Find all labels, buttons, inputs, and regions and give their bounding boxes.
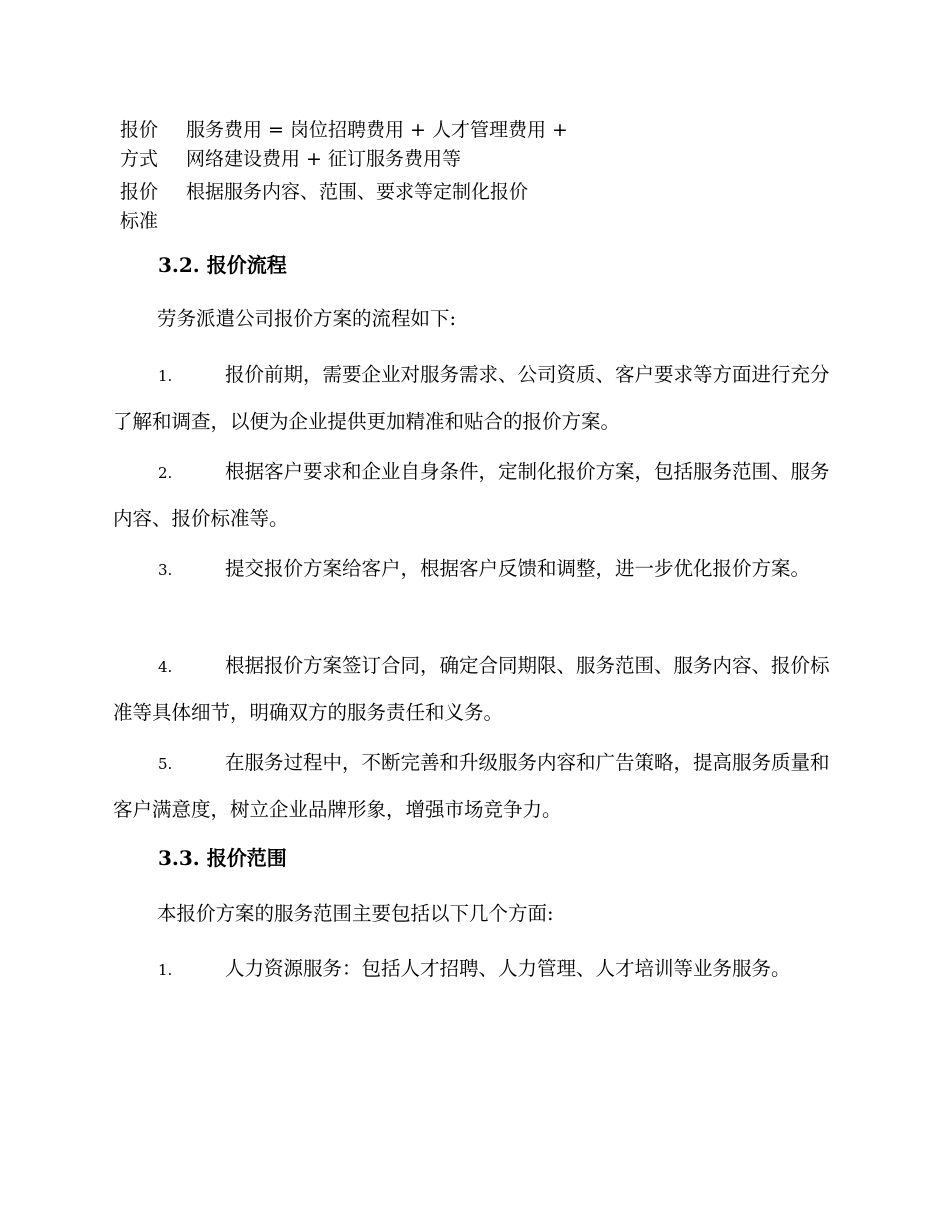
list-item (113, 946, 838, 993)
table-row (120, 178, 620, 236)
table-row (120, 116, 620, 174)
section-heading-3-3: 3.3. 报价范围 (158, 846, 287, 870)
row-value: 根据服务内容、范围、要求等定制化报价 (186, 181, 529, 203)
section-intro: 本报价方案的服务范围主要包括以下几个方面: (157, 902, 554, 925)
list-text: 提交报价方案给客户，根据客户反馈和调整，进一步优化报价方案。 (225, 557, 811, 580)
list-number: 4. (158, 658, 173, 676)
row-label: 报价 方式 (120, 119, 159, 170)
list-item (113, 643, 838, 736)
list-text: 报价前期，需要企业对服务需求、公司资质、客户要求等方面进行充分了解和调查，以便为企业提供更加精准和贴合的报价方案。 (113, 363, 830, 433)
list-number: 1. (158, 367, 173, 385)
row-value: 服务费用 = 岗位招聘费用 + 人才管理费用 + 网络建设费用 + 征订服务费用等 (186, 119, 568, 170)
list-number: 5. (158, 755, 173, 773)
list-item (113, 449, 838, 542)
row-label: 报价 标准 (120, 181, 159, 232)
list-text: 人力资源服务：包括人才招聘、人力管理、人才培训等业务服务。 (225, 957, 791, 980)
list-item (113, 352, 838, 445)
list-number: 1. (158, 961, 173, 979)
list-text: 根据客户要求和企业自身条件，定制化报价方案，包括服务范围、服务内容、报价标准等。 (113, 460, 830, 530)
list-text: 在服务过程中，不断完善和升级服务内容和广告策略，提高服务质量和客户满意度，树立企业品牌形象，增强市场竞争力。 (113, 751, 830, 821)
list-number: 2. (158, 464, 173, 482)
list-item (113, 546, 838, 593)
section-intro: 劳务派遣公司报价方案的流程如下: (157, 307, 457, 330)
list-text: 根据报价方案签订合同，确定合同期限、服务范围、服务内容、报价标准等具体细节，明确双方的服务责任和义务。 (113, 654, 830, 724)
section-heading-3-2: 3.2. 报价流程 (158, 253, 287, 277)
list-item (113, 740, 838, 833)
list-number: 3. (158, 561, 173, 579)
pricing-table (120, 116, 620, 236)
